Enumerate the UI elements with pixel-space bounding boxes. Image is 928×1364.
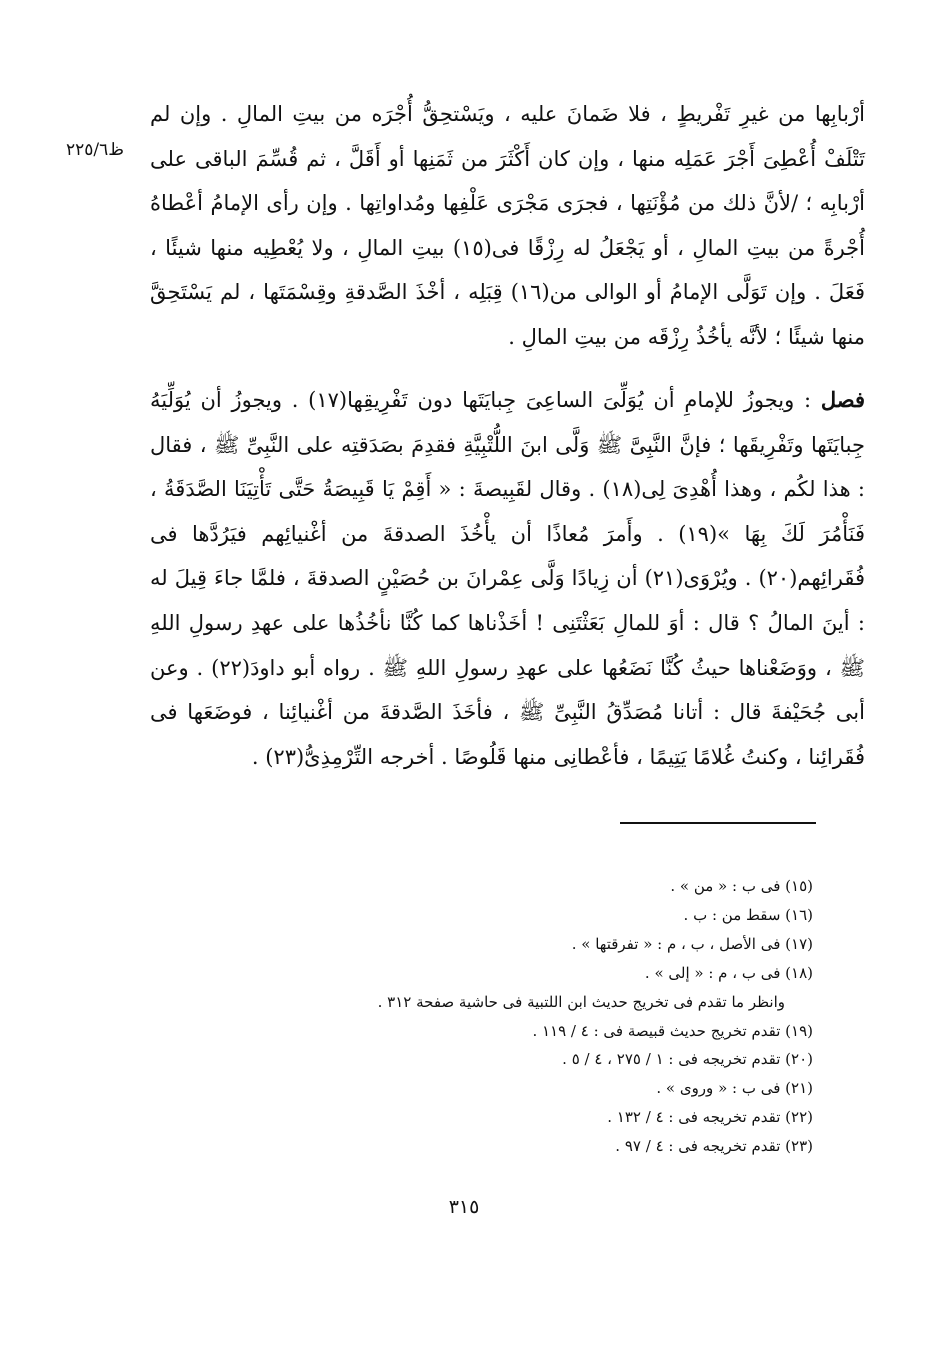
footnote-21: (٢١) فى ب : « وروى » .	[656, 1079, 813, 1098]
margin-folio-note: ظ٢٢٥/٦	[66, 140, 124, 160]
footnote-15: (١٥) فى ب : « من » .	[670, 877, 813, 895]
section-paragraph-block	[150, 378, 865, 779]
section-paragraph	[150, 378, 865, 779]
main-paragraph: أرْبابِها من غيرِ تَفْريطٍ ، فلا ضَمانَ عليه ، ويَسْتحِقُّ أُجْرَه من بيتِ المالِ . وإن لم تَتْلَفْ أُعْطِىَ أَجْرَ عَمَلِه منها ، وإن كان أَكْثَرَ من ثَمَنِها أو أَقَلَّ ، ثم قُسِّمَ الباقى على أرْبابِه ؛ /لأنَّ ذلك من مُؤْنَتِها ، فجرَى مَجْرَى عَلْفِها ومُداواتِها . وإن رأى الإمامُ أعْطاهُ أُجْرةً من بيتِ المالِ ، أو يَجْعَلُ له رِزْقًا فى(١٥) بيتِ المالِ ، ولا يُعْطِيه منها شيئًا ، فَعَلَ . وإن تَوَلَّى الإمامُ أو الوالى من(١٦) قِبَلِه ، أخْذَ الصَّدقةِ وقِسْمَتَها ، لم يَسْتَحِقَّ منها شيئًا ؛ لأنَّه يأخُذُ رِزْقَه من بيتِ المالِ .	[150, 102, 866, 349]
footnote-18: (١٨) فى ب ، م : « إلى » .	[644, 963, 813, 982]
footnote-divider	[620, 822, 816, 824]
footnotes-list	[253, 872, 813, 1161]
section-text: : ويجوزُ للإمامِ أن يُوَلِّىَ الساعِىَ جِبايَتَها دون تَفْرِيقِها(١٧) . ويجوزُ أن يُوَلِّيَهُ جِبايَتَها وتَفْرِيقَها ؛ فإنَّ النَّبِىَّ ﷺ وَلَّى ابنَ اللُّتْبِيَّةِ فقدِمَ بصَدَقتِه على النَّبِىِّ ﷺ ، فقال : هذا لكُم ، وهذا أُهْدِىَ لِى(١٨) . وقال لقَبِيصةَ : « أَقِمْ يَا قَبِيصَةُ حَتَّى تَأْتِيَنَا الصَّدَقَةُ ، فَنَأْمُرَ لَكَ بِهَا »(١٩) . وأَمرَ مُعاذًا أن يأْخُذَ الصدقةَ من أغْنيائِهم فيَرُدَّها فى فُقَرائِهم(٢٠) . ويُرْوَى(٢١) أن زِيادًا وَلَّى عِمْرانَ بن حُصَيْنٍ الصدقةَ ، فلمَّا جاءَ قِيلَ له : أينَ المالُ ؟ قال : أوَ للمالِ بَعَثْتَنِى ! أخَذْناها كما كُنَّا نأخُذُها على عهدِ رسولِ اللهِ ﷺ ، ووَضَعْناها حيثُ كُنَّا نَضَعُها على عهدِ رسولِ اللهِ ﷺ . رواه أبو داودَ(٢٢) . وعن أبى جُحَيْفةَ قال : أتانا مُصَدِّقُ النَّبِىِّ ﷺ ، فأخَذَ الصَّدقةَ من أغْنيائِنا ، فوضَعَها فى فُقَرائِنا ، وكنتُ غُلامًا يَتِيمًا ، فأعْطانِى منها قَلُوصًا . أخرجه التِّرْمِذِىُّ(٢٣) .	[150, 388, 865, 769]
section-label: فصل	[820, 387, 865, 412]
main-paragraph-block	[150, 92, 865, 360]
footnote-23: (٢٣) تقدم تخريجه فى : ٤ / ٩٧ .	[615, 1137, 813, 1156]
footnote-22: (٢٢) تقدم تخريجه فى : ٤ / ١٣٢ .	[607, 1108, 813, 1127]
footnote-17: (١٧) فى الأصل ، ب ، م : « تفرقتها » .	[571, 934, 813, 953]
footnote-19: (١٩) تقدم تخريج حديث قبيصة فى : ٤ / ١١٩ .	[532, 1021, 813, 1040]
footnote-16: (١٦) سقط من : ب .	[683, 905, 813, 924]
footnote-20: (٢٠) تقدم تخريجه فى : ١ / ٢٧٥ ، ٤ / ٥ .	[562, 1050, 813, 1069]
footnote-18-continuation: وانظر ما تقدم فى تخريج حديث ابن اللتبية فى حاشية صفحة ٣١٢ .	[377, 992, 785, 1011]
page-number: ٣١٥	[448, 1196, 480, 1218]
